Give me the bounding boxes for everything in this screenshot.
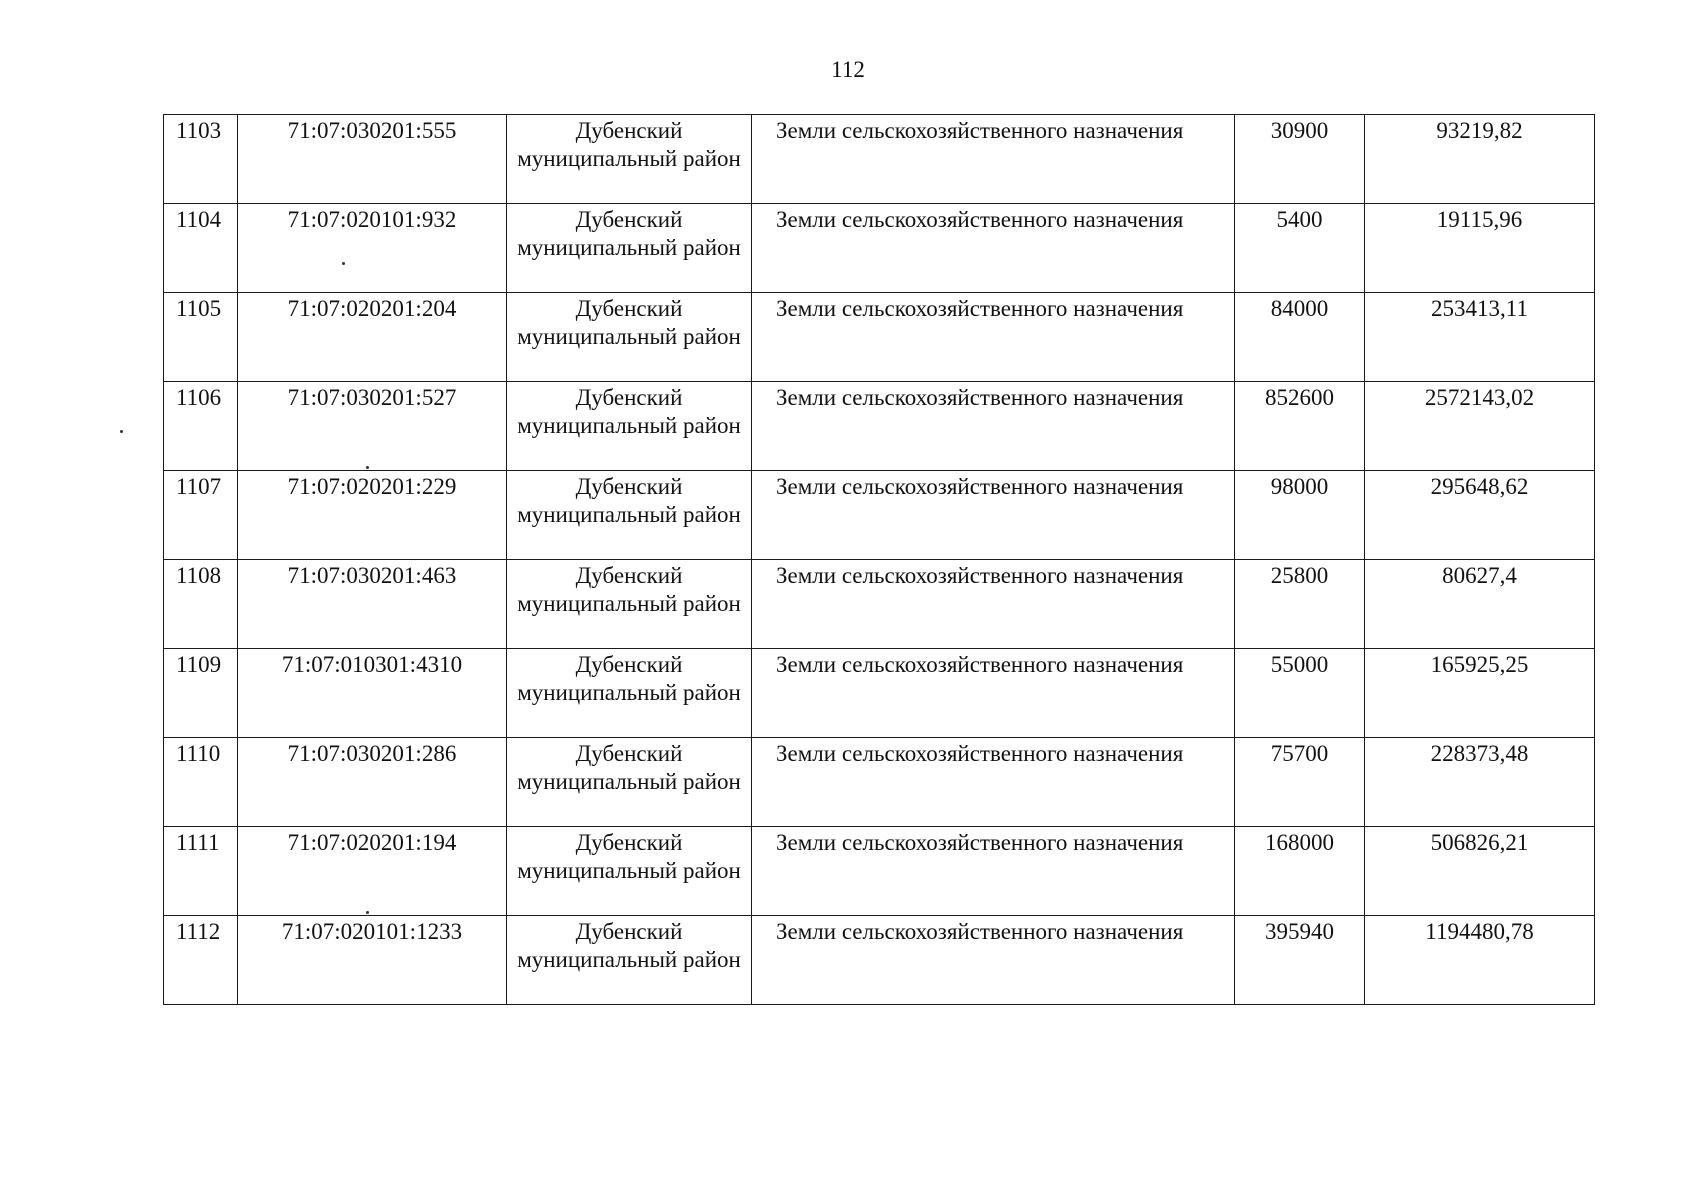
cell-area: 98000	[1235, 471, 1365, 560]
cell-area: 395940	[1235, 916, 1365, 1005]
cell-land-category: Земли сельскохозяйственного назначения	[752, 738, 1235, 827]
cell-area: 30900	[1235, 115, 1365, 204]
table-row	[164, 827, 1595, 916]
cell-cadastral-value: 228373,48	[1365, 738, 1595, 827]
cell-land-category: Земли сельскохозяйственного назначения	[752, 471, 1235, 560]
table-body	[164, 115, 1595, 1005]
page-number: 112	[831, 57, 865, 82]
scan-speck	[120, 430, 123, 433]
scan-speck	[366, 466, 369, 469]
cell-cadastral-value: 1194480,78	[1365, 916, 1595, 1005]
cell-row-number: 1103	[164, 115, 238, 204]
cell-cadastral-value: 253413,11	[1365, 293, 1595, 382]
cell-land-category: Земли сельскохозяйственного назначения	[752, 382, 1235, 471]
scan-speck	[342, 262, 345, 265]
cell-cadastral-number: 71:07:030201:527	[238, 382, 507, 471]
cell-district: Дубенский муниципальный район	[507, 738, 752, 827]
cell-cadastral-number: 71:07:030201:463	[238, 560, 507, 649]
cell-land-category: Земли сельскохозяйственного назначения	[752, 649, 1235, 738]
cell-land-category: Земли сельскохозяйственного назначения	[752, 204, 1235, 293]
table-row	[164, 382, 1595, 471]
cell-cadastral-value: 80627,4	[1365, 560, 1595, 649]
cell-area: 5400	[1235, 204, 1365, 293]
cell-cadastral-number: 71:07:020201:204	[238, 293, 507, 382]
table-row	[164, 649, 1595, 738]
cell-row-number: 1104	[164, 204, 238, 293]
cell-district: Дубенский муниципальный район	[507, 293, 752, 382]
cell-cadastral-value: 295648,62	[1365, 471, 1595, 560]
cell-cadastral-number: 71:07:030201:286	[238, 738, 507, 827]
table-row	[164, 916, 1595, 1005]
cell-cadastral-value: 506826,21	[1365, 827, 1595, 916]
scan-speck	[366, 911, 369, 914]
cell-row-number: 1108	[164, 560, 238, 649]
cell-area: 25800	[1235, 560, 1365, 649]
cell-district: Дубенский муниципальный район	[507, 471, 752, 560]
cell-area: 168000	[1235, 827, 1365, 916]
cell-district: Дубенский муниципальный район	[507, 649, 752, 738]
cell-land-category: Земли сельскохозяйственного назначения	[752, 916, 1235, 1005]
cell-area: 84000	[1235, 293, 1365, 382]
cell-cadastral-number: 71:07:020101:1233	[238, 916, 507, 1005]
cell-district: Дубенский муниципальный район	[507, 204, 752, 293]
cell-row-number: 1109	[164, 649, 238, 738]
cell-row-number: 1111	[164, 827, 238, 916]
cell-cadastral-number: 71:07:010301:4310	[238, 649, 507, 738]
land-parcels-table	[163, 114, 1595, 1005]
cell-area: 55000	[1235, 649, 1365, 738]
table-row	[164, 204, 1595, 293]
cell-land-category: Земли сельскохозяйственного назначения	[752, 293, 1235, 382]
cell-row-number: 1106	[164, 382, 238, 471]
cell-cadastral-value: 93219,82	[1365, 115, 1595, 204]
cell-land-category: Земли сельскохозяйственного назначения	[752, 560, 1235, 649]
table-row	[164, 471, 1595, 560]
table-row	[164, 293, 1595, 382]
table-row	[164, 115, 1595, 204]
cell-land-category: Земли сельскохозяйственного назначения	[752, 115, 1235, 204]
cell-row-number: 1105	[164, 293, 238, 382]
cell-area: 75700	[1235, 738, 1365, 827]
cell-district: Дубенский муниципальный район	[507, 115, 752, 204]
cell-cadastral-value: 19115,96	[1365, 204, 1595, 293]
cell-cadastral-number: 71:07:030201:555	[238, 115, 507, 204]
cell-area: 852600	[1235, 382, 1365, 471]
cell-district: Дубенский муниципальный район	[507, 827, 752, 916]
cell-cadastral-value: 2572143,02	[1365, 382, 1595, 471]
cell-cadastral-value: 165925,25	[1365, 649, 1595, 738]
cell-row-number: 1110	[164, 738, 238, 827]
cell-row-number: 1107	[164, 471, 238, 560]
cell-land-category: Земли сельскохозяйственного назначения	[752, 827, 1235, 916]
cell-row-number: 1112	[164, 916, 238, 1005]
cell-district: Дубенский муниципальный район	[507, 382, 752, 471]
cell-district: Дубенский муниципальный район	[507, 916, 752, 1005]
cell-district: Дубенский муниципальный район	[507, 560, 752, 649]
cell-cadastral-number: 71:07:020201:194	[238, 827, 507, 916]
cell-cadastral-number: 71:07:020201:229	[238, 471, 507, 560]
table-row	[164, 560, 1595, 649]
cell-cadastral-number: 71:07:020101:932	[238, 204, 507, 293]
table-row	[164, 738, 1595, 827]
